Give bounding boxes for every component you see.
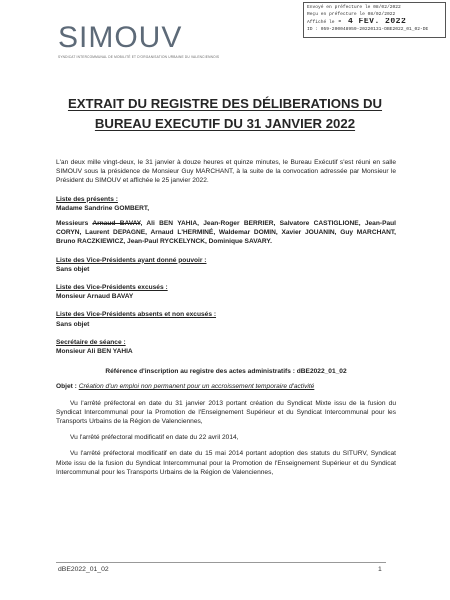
vu-paragraph-2: Vu l'arrêté préfectoral modificatif en date du 22 avril 2014, xyxy=(70,434,239,442)
messieurs-list: , Ali BEN YAHIA, Jean-Roger BERRIER, Salvatore CASTIGLIONE, Jean-Paul CORYN, Laurent DEPAGNE, Arnaud L'HERMINÉ, Waldemar DOMIN, Xavier JOUANIN, Guy MARCHANT, Bruno RACZKIEWICZ, Jean-Paul RYCKELYNCK, Dominique SAVARY. xyxy=(56,220,396,246)
stamp-received-line: Reçu en préfecture le 08/02/2022 xyxy=(307,12,396,17)
document-body xyxy=(56,158,396,477)
logo-name: SIMOUV xyxy=(58,21,183,54)
prefecture-stamp xyxy=(303,2,446,38)
footer-code: dBE2022_01_02 xyxy=(58,566,109,573)
messieurs-prefix: Messieurs xyxy=(56,220,93,228)
stamp-posted-line xyxy=(307,18,442,26)
excuses-value: Monsieur Arnaud BAVAY xyxy=(56,293,134,301)
presents-messieurs xyxy=(56,219,396,247)
title-line-2: BUREAU EXECUTIF DU 31 JANVIER 2022 xyxy=(94,116,356,131)
stamp-sent-line: Envoyé en préfecture le 08/02/2022 xyxy=(307,5,401,10)
page-number: 1 xyxy=(378,566,382,573)
registry-reference: Référence d'inscription au registre des actes administratifs : dBE2022_01_02 xyxy=(105,368,347,376)
objet-value: Création d'un emploi non permanent pour un accroissement temporaire d'activité xyxy=(78,383,315,391)
objet-line xyxy=(56,382,396,391)
presents-label: Liste des présents : xyxy=(56,195,118,203)
vu-paragraph-3: Vu l'arrêté préfectoral modificatif en date du 15 mai 2014 portant adoption des statuts du SITURV, Syndicat Mixte issu de la fusion du Syndicat Intercommunal pour la Promotion de l'Enseignement Supérieur et du Syndicat Intercommunal pour les Transports Urbains de la Région de Valenciennes, xyxy=(56,450,396,476)
secretaire-value: Monsieur Ali BEN YAHIA xyxy=(56,348,133,356)
vu-paragraph-1: Vu l'arrêté préfectoral en date du 31 janvier 2013 portant création du Syndicat Mixte issu de la fusion du Syndicat Intercommunal pour la Promotion de l'Enseignement Supérieur et du Syndicat Intercommunal pour les Transports Urbains de la Région de Valenciennes, xyxy=(56,399,396,426)
logo-tagline: SYNDICAT INTERCOMMUNAL DE MOBILITÉ ET D'ORGANISATION URBAINE DU VALENCIENNOIS xyxy=(58,55,220,59)
stamp-id-line: ID : 059-200048959-20220131-DBE2022_01_02-DE xyxy=(307,27,429,32)
absents-label: Liste des Vice-Présidents absents et non excusés : xyxy=(56,311,217,319)
title-line-1: EXTRAIT DU REGISTRE DES DÉLIBERATIONS DU xyxy=(67,96,383,111)
absents-value: Sans objet xyxy=(56,320,90,328)
objet-label: Objet : xyxy=(56,383,79,391)
footer-divider xyxy=(56,562,386,563)
simouv-logo xyxy=(58,21,220,72)
excuses-label: Liste des Vice-Présidents excusés : xyxy=(56,284,168,292)
pouvoir-label: Liste des Vice-Présidents ayant donné pouvoir : xyxy=(56,256,207,264)
document-title xyxy=(40,94,410,134)
intro-paragraph: L'an deux mille vingt-deux, le 31 janvier à douze heures et quinze minutes, le Bureau Exécutif s'est réuni en salle SIMOUV sous la présidence de Monsieur Guy MARCHANT, à la suite de la convocation adressée par Monsieur le Président du SIMOUV et affichée le 25 janvier 2022. xyxy=(56,159,396,185)
stamp-posted-label: Affiché le xyxy=(307,20,335,25)
pouvoir-value: Sans objet xyxy=(56,265,90,273)
messieurs-struck-name: Arnaud BAVAY xyxy=(92,220,141,228)
stamp-posted-date: - 4 FEV. 2022 xyxy=(337,18,407,26)
secretaire-label: Secrétaire de séance : xyxy=(56,338,126,346)
presents-madame: Madame Sandrine GOMBERT, xyxy=(56,204,150,212)
